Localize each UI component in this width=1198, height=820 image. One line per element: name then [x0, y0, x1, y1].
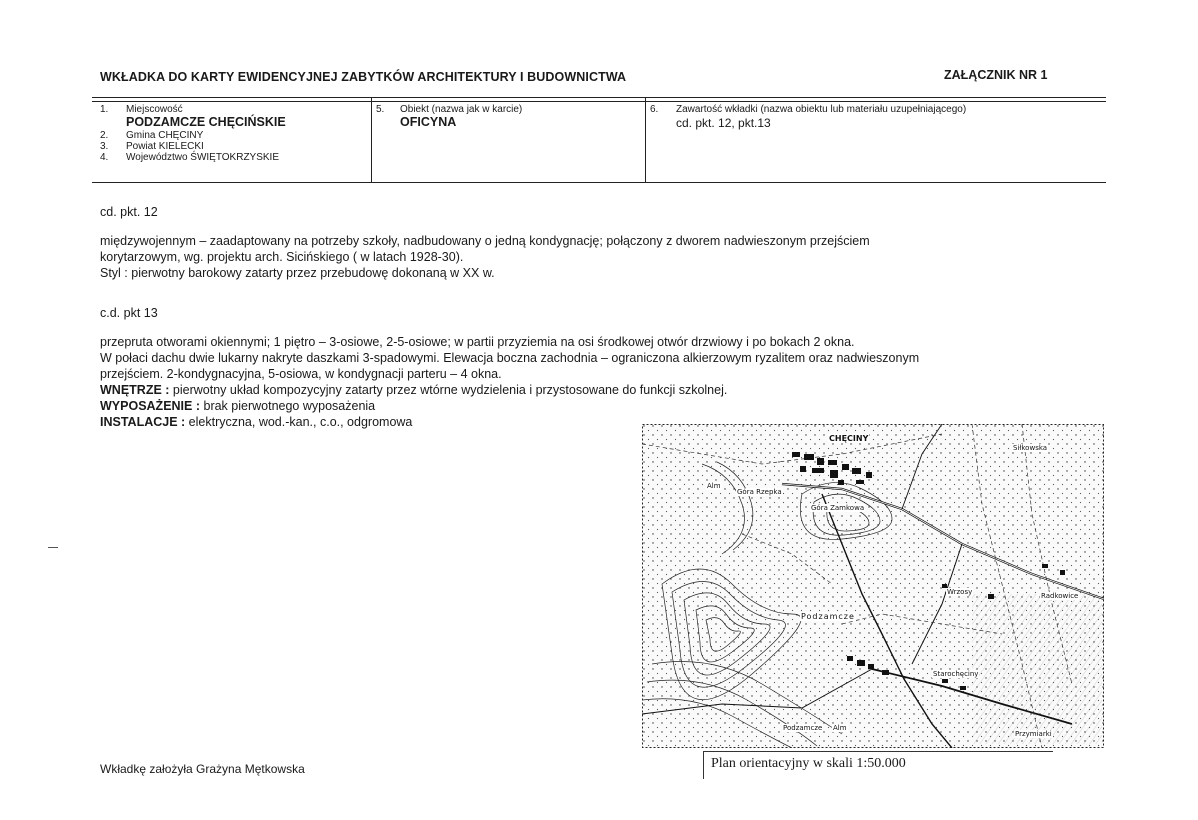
location-label: Miejscowość — [126, 104, 183, 115]
wnetrze-label: WNĘTRZE : — [100, 383, 170, 397]
map-label-podzamcze: Podzamcze — [801, 612, 855, 621]
object-value: OFICYNA — [400, 115, 457, 129]
cell-location: 1. Miejscowość PODZAMCZE CHĘCIŃSKIE 2. Gmina CHĘCINY 3. Powiat KIELECKI 4. Województwo ŚWIĘTOKRZYSKIE — [100, 104, 286, 163]
contents-label: Zawartość wkładki (nazwa obiektu lub materiału uzupełniającego) — [676, 104, 967, 115]
map-label-radkowice: Radkowice — [1041, 592, 1079, 600]
contents-value: cd. pkt. 12, pkt.13 — [676, 116, 771, 130]
table-top-rule — [92, 97, 1106, 98]
margin-mark — [48, 547, 58, 548]
map-drawing — [642, 424, 1104, 748]
map-label-starocheciny: Starochęciny — [933, 670, 979, 678]
table-bottom-rule — [92, 182, 1106, 183]
wojewodztwo: Województwo ŚWIĘTOKRZYSKIE — [126, 152, 280, 163]
instalacje-value: elektryczna, wod.-kan., c.o., odgromowa — [185, 415, 413, 429]
map-label-podzamcze-small: Podzamcze — [783, 724, 823, 732]
map-label-przymiarki: Przymiarki — [1015, 730, 1052, 738]
section13-line1: przepruta otworami okiennymi; 1 piętro – 3-osiowe, 2-5-osiowe; w partii przyziemia na osi środkowej otwór drzwiowy i po bokach 2 okna. — [100, 335, 855, 349]
wnetrze-value: pierwotny układ kompozycyjny zatarty przez wtórne wydzielenia i przystosowane do funkcji szkolnej. — [169, 383, 728, 397]
table-divider-2 — [645, 98, 646, 183]
section13-wyposazenie — [100, 399, 375, 414]
cell-object: 5. Obiekt (nazwa jak w karcie) OFICYNA — [376, 104, 523, 129]
instalacje-label: INSTALACJE : — [100, 415, 186, 429]
object-label: Obiekt (nazwa jak w karcie) — [400, 104, 523, 115]
map-label-gora-zamkowa: Góra Zamkowa — [811, 504, 865, 512]
location-value: PODZAMCZE CHĘCIŃSKIE — [126, 115, 286, 129]
section13-line2: W połaci dachu dwie lukarny nakryte daszkami 3-spadowymi. Elewacja boczna zachodnia – ograniczona alkierzowym ryzalitem oraz nadwieszonym — [100, 351, 920, 365]
powiat: Powiat KIELECKI — [126, 141, 204, 152]
cell-contents: 6. Zawartość wkładki (nazwa obiektu lub materiału uzupełniającego) cd. pkt. 12, pkt.13 — [650, 104, 967, 130]
map-caption: Plan orientacyjny w skali 1:50.000 — [703, 751, 1053, 779]
map-label-checiny: CHĘCINY — [829, 434, 869, 443]
map-label-gora-rzepka: Góra Rzepka — [737, 488, 782, 496]
section12-line1: międzywojennym – zaadaptowany na potrzeby szkoły, nadbudowany o jedną kondygnację; połączony z dworem nadwieszonym przejściem — [100, 234, 870, 248]
section13-line3: przejściem. 2-kondygnacyjna, 5-osiowa, w kondygnacji parteru – 4 okna. — [100, 367, 502, 381]
document-title: WKŁADKA DO KARTY EWIDENCYJNEJ ZABYTKÓW ARCHITEKTURY I BUDOWNICTWA — [100, 70, 627, 84]
section12-heading: cd. pkt. 12 — [100, 205, 158, 219]
map-label-alm-1: Alm — [707, 482, 721, 490]
gmina: Gmina CHĘCINY — [126, 130, 204, 141]
author-note: Wkładkę założyła Grażyna Mętkowska — [100, 762, 305, 776]
map-label-alm-2: Alm — [833, 724, 847, 732]
section12-style: Styl : pierwotny barokowy zatarty przez przebudowę dokonaną w XX w. — [100, 266, 495, 280]
section12-line2: korytarzowym, wg. projektu arch. Sicińskiego ( w latach 1928-30). — [100, 250, 464, 264]
orientation-map — [642, 424, 1104, 748]
annex-label: ZAŁĄCZNIK NR 1 — [944, 68, 1048, 82]
table-divider-1 — [371, 98, 372, 183]
section13-instalacje — [100, 415, 412, 430]
map-label-wrzosy: Wrzosy — [947, 588, 973, 596]
wyposazenie-label: WYPOSAŻENIE : — [100, 399, 201, 413]
section13-wnetrze — [100, 383, 727, 398]
wyposazenie-value: brak pierwotnego wyposażenia — [200, 399, 376, 413]
table-top-rule-inner — [92, 101, 1106, 102]
section13-heading: c.d. pkt 13 — [100, 306, 158, 320]
map-label-silkowska: Siłkowska — [1013, 444, 1048, 452]
